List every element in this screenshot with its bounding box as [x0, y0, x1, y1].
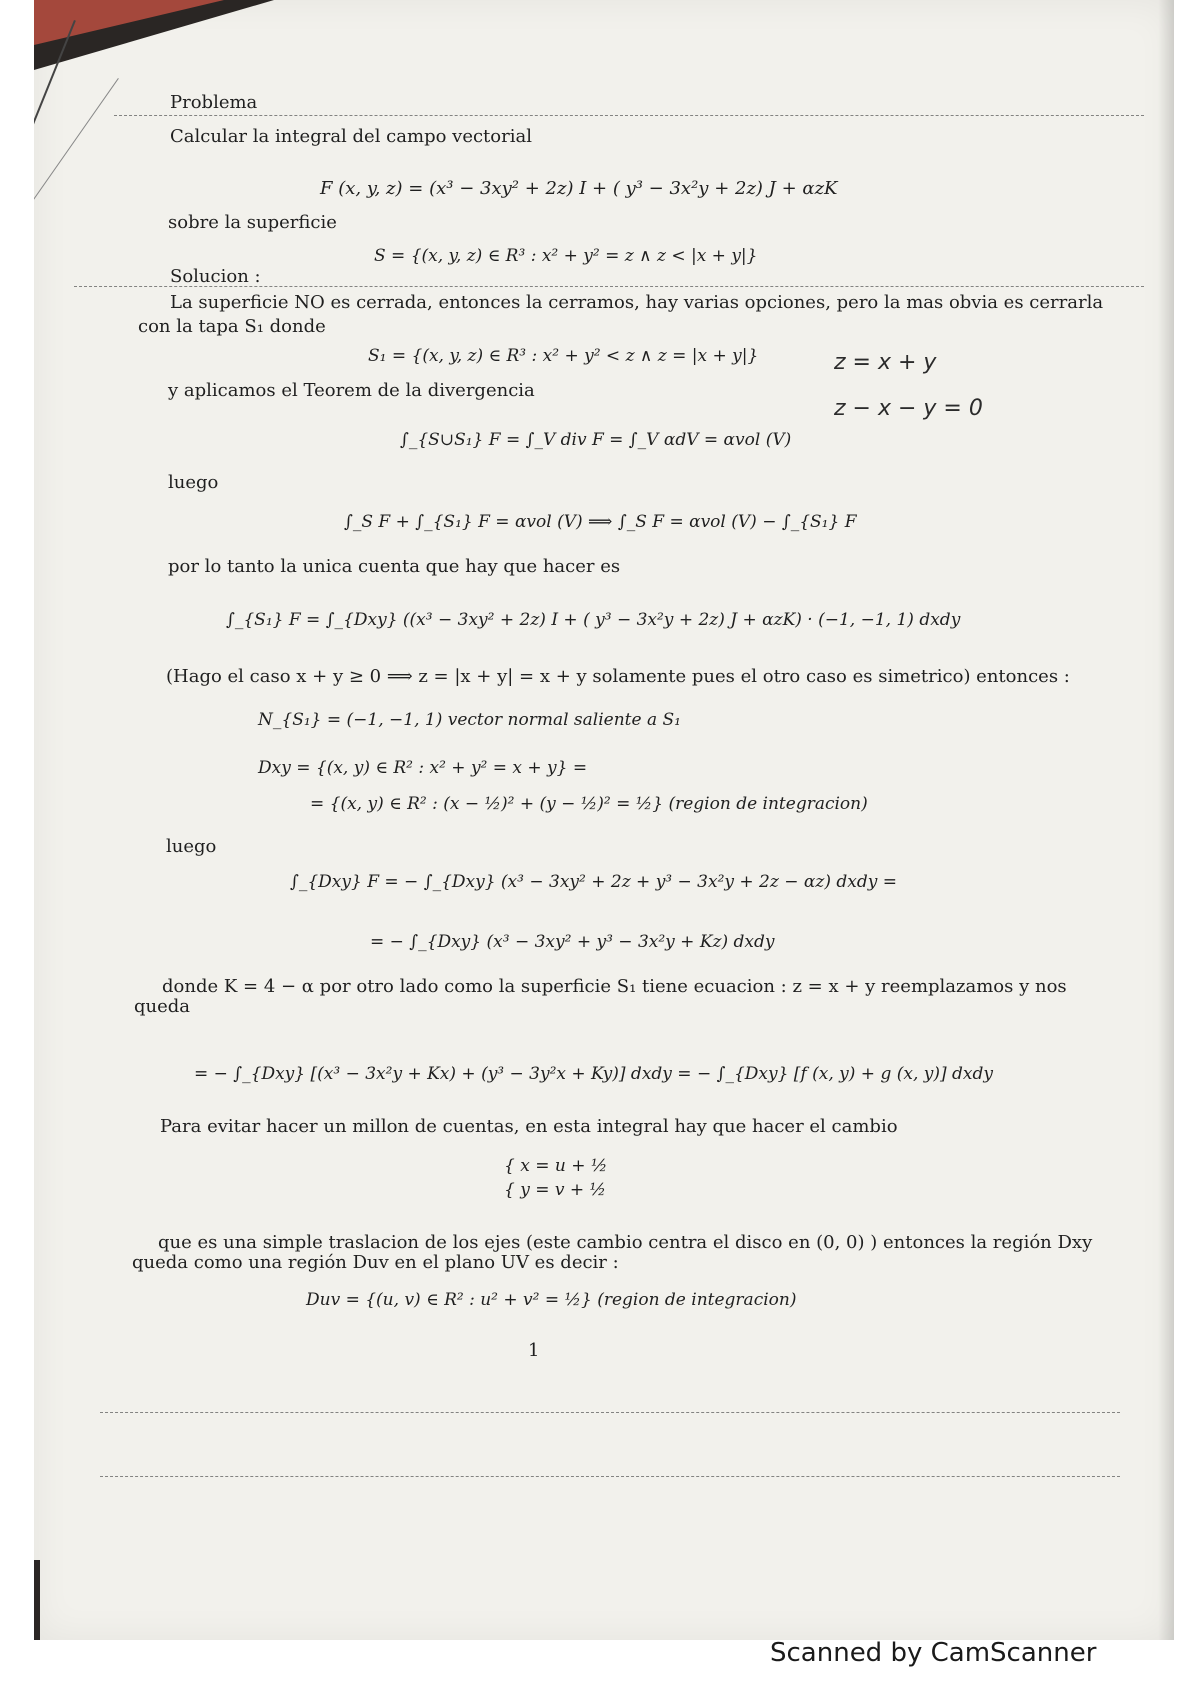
scanner-watermark: Scanned by CamScanner [770, 1638, 1097, 1668]
equation-integral-3: = − ∫_{Dxy} [(x³ − 3x²y + Kx) + (y³ − 3y²x + Ky)] dxdy = − ∫_{Dxy} [f (x, y) + g (x, y)] dxdy [194, 1064, 993, 1084]
text-line: sobre la superficie [168, 212, 337, 233]
scanned-page [34, 0, 1174, 1640]
equation-flux-S1: ∫_{S₁} F = ∫_{Dxy} ((x³ − 3xy² + 2z) I + ( y³ − 3x²y + 2z) J + αzK) · (−1, −1, 1) dxdy [226, 610, 961, 630]
text-line: y aplicamos el Teorem de la divergencia [168, 380, 535, 401]
equation-vector-field: F (x, y, z) = (x³ − 3xy² + 2z) I + ( y³ − 3x²y + 2z) J + αzK [320, 178, 838, 199]
problem-heading: Problema [170, 92, 258, 113]
equation-region-uv: Duv = {(u, v) ∈ R² : u² + v² = ½} (region de integracion) [306, 1290, 797, 1310]
fold-crease-2 [34, 78, 119, 210]
text-line: luego [168, 472, 219, 493]
equation-surface-S: S = {(x, y, z) ∈ R³ : x² + y² = z ∧ z < |x + y|} [374, 246, 758, 266]
equation-integral-1: ∫_{Dxy} F = − ∫_{Dxy} (x³ − 3xy² + 2z + y³ − 3x²y + 2z − αz) dxdy = [290, 872, 897, 892]
text-line: con la tapa S₁ donde [138, 316, 326, 337]
dashed-rule [114, 115, 1144, 116]
text-line: luego [166, 836, 217, 857]
text-line: Para evitar hacer un millon de cuentas, en esta integral hay que hacer el cambio [160, 1116, 898, 1137]
text-line: queda como una región Duv en el plano UV es decir : [132, 1252, 619, 1273]
equation-divergence: ∫_{S∪S₁} F = ∫_V div F = ∫_V αdV = αvol (V) [400, 430, 792, 450]
text-line: donde K = 4 − α por otro lado como la superficie S₁ tiene ecuacion : z = x + y reemplazamos y nos [162, 976, 1067, 997]
text-line: que es una simple traslacion de los ejes (este cambio centra el disco en (0, 0) ) entonces la región Dxy [158, 1232, 1093, 1253]
equation-surface-S1: S₁ = {(x, y, z) ∈ R³ : x² + y² < z ∧ z = |x + y|} [368, 346, 759, 366]
equation-normal: N_{S₁} = (−1, −1, 1) vector normal saliente a S₁ [258, 710, 681, 730]
text-line: La superficie NO es cerrada, entonces la cerramos, hay varias opciones, pero la mas obvia es cerrarla [170, 292, 1104, 313]
folded-corner-red [34, 0, 224, 45]
equation-change-x: { x = u + ½ [504, 1156, 608, 1176]
page-edge-dark [34, 1560, 40, 1640]
text-line: por lo tanto la unica cuenta que hay que hacer es [168, 556, 621, 577]
solution-heading: Solucion : [170, 266, 261, 287]
text-line: Calcular la integral del campo vectorial [170, 126, 532, 147]
text-line: (Hago el caso x + y ≥ 0 ⟹ z = |x + y| = x + y solamente pues el otro caso es simetrico) entonces : [166, 666, 1070, 687]
text-line: queda [134, 996, 191, 1017]
handwritten-note: z = x + y [834, 350, 937, 375]
equation-integral-2: = − ∫_{Dxy} (x³ − 3xy² + y³ − 3x²y + Kz) dxdy [370, 932, 775, 952]
equation-change-y: { y = v + ½ [504, 1180, 607, 1200]
page-edge-shadow [1158, 0, 1174, 1640]
dashed-rule [100, 1476, 1120, 1477]
equation-flux-split: ∫_S F + ∫_{S₁} F = αvol (V) ⟹ ∫_S F = αvol (V) − ∫_{S₁} F [344, 512, 857, 532]
equation-region-2: = {(x, y) ∈ R² : (x − ½)² + (y − ½)² = ½} (region de integracion) [310, 794, 868, 814]
handwritten-note: z − x − y = 0 [834, 396, 983, 421]
page-number: 1 [528, 1340, 540, 1361]
equation-region-1: Dxy = {(x, y) ∈ R² : x² + y² = x + y} = [258, 758, 588, 778]
dashed-rule [100, 1412, 1120, 1413]
